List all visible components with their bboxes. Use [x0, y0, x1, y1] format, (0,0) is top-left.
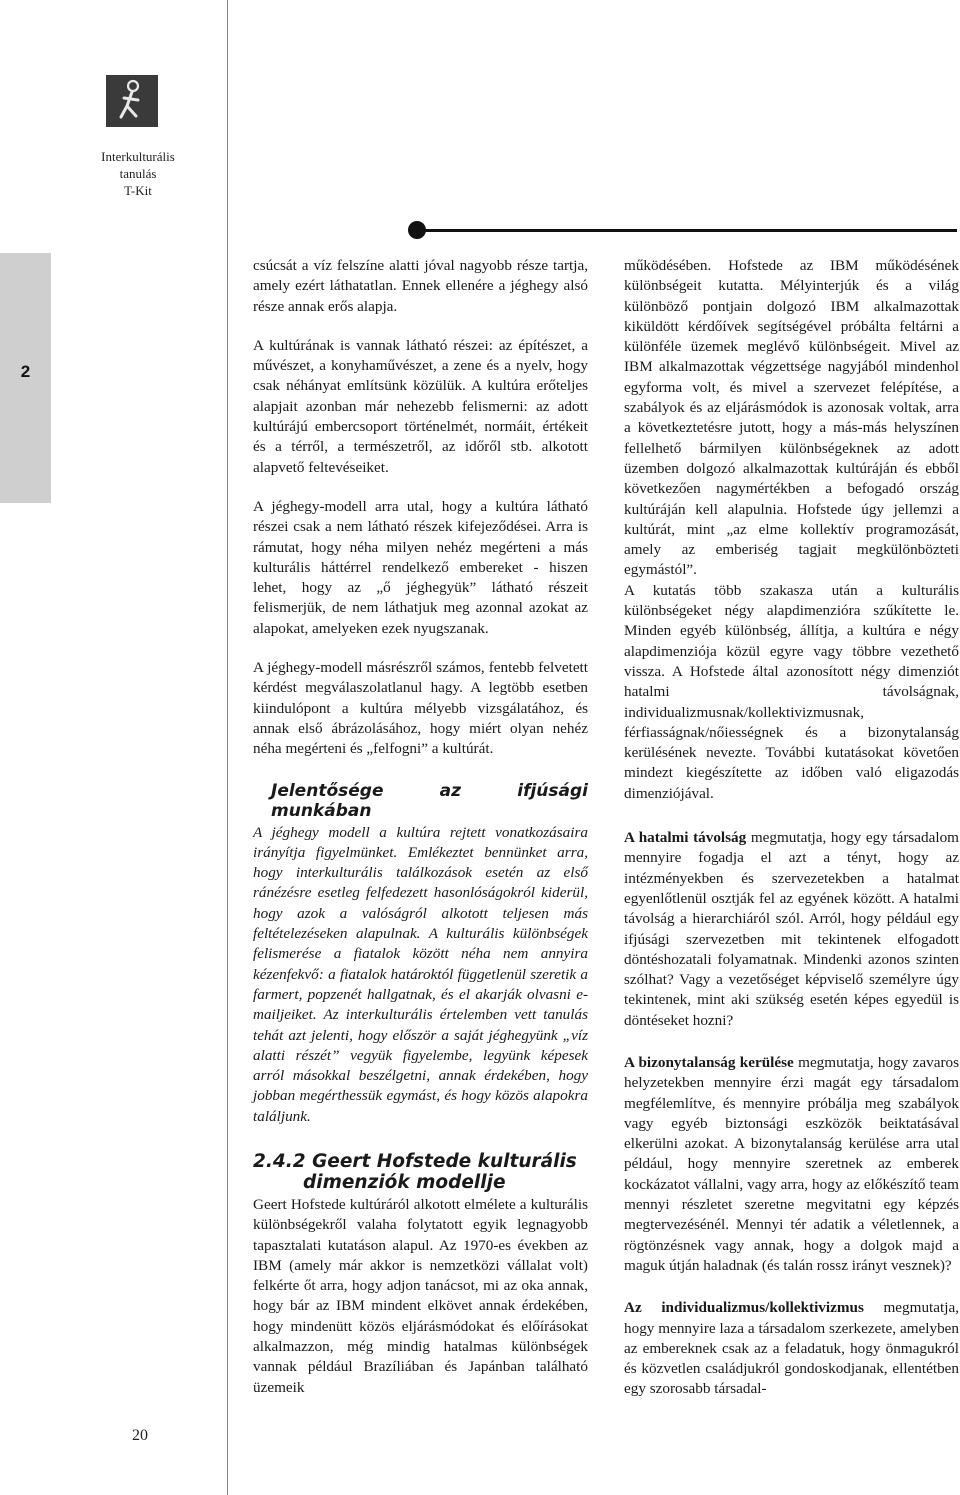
- margin-divider-line: [227, 0, 228, 1495]
- chapter-heading: [253, 1151, 588, 1193]
- chapter-tab-number: 2: [20, 362, 31, 381]
- left-paragraph-5-italic: A jéghegy modell a kultúra rejtett vonatkozásaira irányítja figyelmünket. Emlékeztet bennünket arra, hogy interkulturális találkozások esetén az első ránézésre esetleg felfedezett hasonlóságokról kiderül, hogy azok a valóságról alkotott teljesen más feltételezéseken alapulnak. A kulturális különbségek felismerése a fiatalok között néha nem annyira kézenfekvő: a fiatalok határoktól függetlenül szeretik a farmert, popzenét hallgatnak, és el akarják olvasni e-mailjeiket. Az interkulturális értelemben vett tanulás tehát azt jelenti, hogy először a saját jéghegyünk „víz alatti részét” vegyük figyelembe, legyünk képesek arról másokkal beszélgetni, annak érdekében, hogy jobban megérthessük egymást, és hogy közös alapokra találjunk.: [253, 823, 588, 1125]
- series-line-1: Interkulturális: [101, 149, 175, 164]
- right-paragraph-5: [624, 1298, 959, 1399]
- power-distance-text: megmutatja, hogy egy társadalom mennyire fogadja el azt a tényt, hogy az intézményekben és szervezetekben a hatalmat egyenlőtlenül osztják fel az egyének között. A hatalmi távolság a hierarchiáról szól. Arról, hogy például egy ifjúsági szervezetben mit tekintenek elfogadott döntéshozatali folyamatnak. Mindenki azonos szinten szólhat? Vagy a vezetőséget képviselő személyre úgy tekintenek, mint aki szükség esetén képes egyedül is döntéseket hozni?: [624, 829, 959, 1029]
- right-column: [624, 256, 959, 1400]
- left-column: [253, 256, 588, 1398]
- section-heading: Jelentősége az ifjúsági munkában: [271, 780, 588, 821]
- individualism-text: megmutatja, hogy mennyire laza a társadalom szerkezete, amelyben az embereknek csak az a feladatuk, hogy önmagukról és közvetlen családjukról gondoskodjanak, ellentétben egy szorosabb társadal-: [624, 1299, 959, 1398]
- left-paragraph-6: Geert Hofstede kultúráról alkotott elmélete a kulturális különbségekről valaha folytatott egyik legnagyobb tapasztalati kutatáson alapul. Az 1970-es években az IBM (amely már akkor is nemzetközi vállalat volt) felkérte őt arra, hogy adjon tanácsot, mi az oka annak, hogy bár az IBM mindent elkövet annak érdekében, hogy mindenütt közös eljárásmódokat és előírásokat alkalmazzon, még mindig hatalmas különbségek vannak például Brazíliában és Japánban található üzemeik: [253, 1195, 588, 1396]
- left-paragraph-2: A kultúrának is vannak látható részei: az építészet, a művészet, a konyhaművészet, a zene és a nyelv, hogy csak néhányat említsünk közülük. A kultúra erőteljes alapjait azonban már nehezebb felismerni: az adott kultúrájú embercsoport történelmét, normáit, értékeit és a térről, a természetről, az időről stb. alkotott alapvető feltevéseiket.: [253, 336, 588, 476]
- uncertainty-avoidance-text: megmutatja, hogy zavaros helyzetekben mennyire érzi magát egy társadalom megfélemlítve, és mennyire próbálja meg szabályok vagy egyéb biztonsági eszközök beiktatásával elkerülni azokat. A bizonytalanság kerülése arra utal például, hogy mennyire szeretnek az emberek kockázatot vállalni, vagy arra, hogy az előkészítő team mennyi részletet szeretne megvitatni egy képzés megtervezésénél. Mennyi tér adatik a véletlennek, a rögtönzésnek vagy annak, hogy a dolgok majd a maguk útján haladnak (és talán rossz irányt vesznek)?: [624, 1053, 960, 1274]
- series-line-2: tanulás: [119, 166, 157, 181]
- header-rule: [416, 229, 957, 232]
- chapter-heading-line-1: 2.4.2 Geert Hofstede kulturális: [253, 1150, 577, 1172]
- right-paragraph-1: működésében. Hofstede az IBM működésének különbségeit kutatta. Mélyinterjúk és a világ különböző pontjain dolgozó IBM alkalmazottak kiküldött kérdőívek segítségével próbálta feltárni a különféle üzemek meglévő különbségeit. Mivel az IBM alkalmazottak végzettsége nagyjából mindenhol egyforma volt, és mivel a szervezet felépítése, a szabályok és az eljárásmódok is azonosak voltak, arra a következtetésre jutott, hogy a más-más helyszínen fellelhető bármilyen különbségeknek az adott üzemben dolgozó alkalmazottak kultúráján és ebből következően nagymértékben a befogadó ország kultúráján kell alapulnia. Hofstede úgy jellemzi a kultúrát, mint „az elme kollektív programozását, amely az emberiség tagjait megkülönbözteti egymástól”.: [624, 257, 959, 579]
- page-number: 20: [132, 1427, 148, 1444]
- right-paragraph-3: [624, 828, 959, 1031]
- uncertainty-avoidance-term: A bizonytalanság kerülése: [624, 1053, 794, 1071]
- left-paragraph-4: A jéghegy-modell másrészről számos, fentebb felvetett kérdést megválaszolatlanul hagy. A legtöbb esetben kiindulópont a kultúra mélyebb vizsgálatához, és annak első ábrázolásához, hogy miért olyan nehéz néha megérteni és „felfogni” a kultúrát.: [253, 659, 588, 758]
- series-label: [88, 148, 188, 199]
- chapter-heading-line-2: dimenziók modellje: [303, 1171, 506, 1193]
- left-paragraph-1: csúcsát a víz felszíne alatti jóval nagyobb része tartja, amely ezért láthatatlan. Ennek ellenére a jéghegy alsó része annak erős alapja.: [253, 257, 588, 315]
- individualism-term: Az individualizmus/kollektivizmus: [624, 1299, 864, 1317]
- right-paragraph-4: [624, 1053, 959, 1276]
- right-paragraph-2: A kutatás több szakasza után a kulturális különbségeket négy alapdimenzióra szűkítette le. Minden egyéb különbség, állítja, a kultúra e négy alapdimenziója közül egyre vagy többre vezethető vissza. A Hofstede által azonosított négy dimenziót hatalmi távolságnak, individualizmusnak/kollektivizmusnak, férfiasságnak/nőiességnek és a bizonytalanság kerülésének nevezte. További kutatásokat követően mindezt kiegészítette az időben való eligazodás dimenziójával.: [624, 581, 959, 802]
- t-kit-logo-icon: [106, 75, 158, 127]
- power-distance-term: A hatalmi távolság: [624, 829, 747, 847]
- series-line-3: T-Kit: [124, 183, 152, 198]
- left-paragraph-3: A jéghegy-modell arra utal, hogy a kultúra látható részei csak a nem látható részek kifejeződései. Arra is rámutat, hogy néha milyen nehéz megérteni a más kulturális háttérrel rendelkező embereket - hiszen lehet, hogy az „ő jéghegyük” látható részeit felismerjük, de nem láthatjuk meg azonnal azokat az alapokat, amelyeken ezek nyugszanak.: [253, 497, 588, 637]
